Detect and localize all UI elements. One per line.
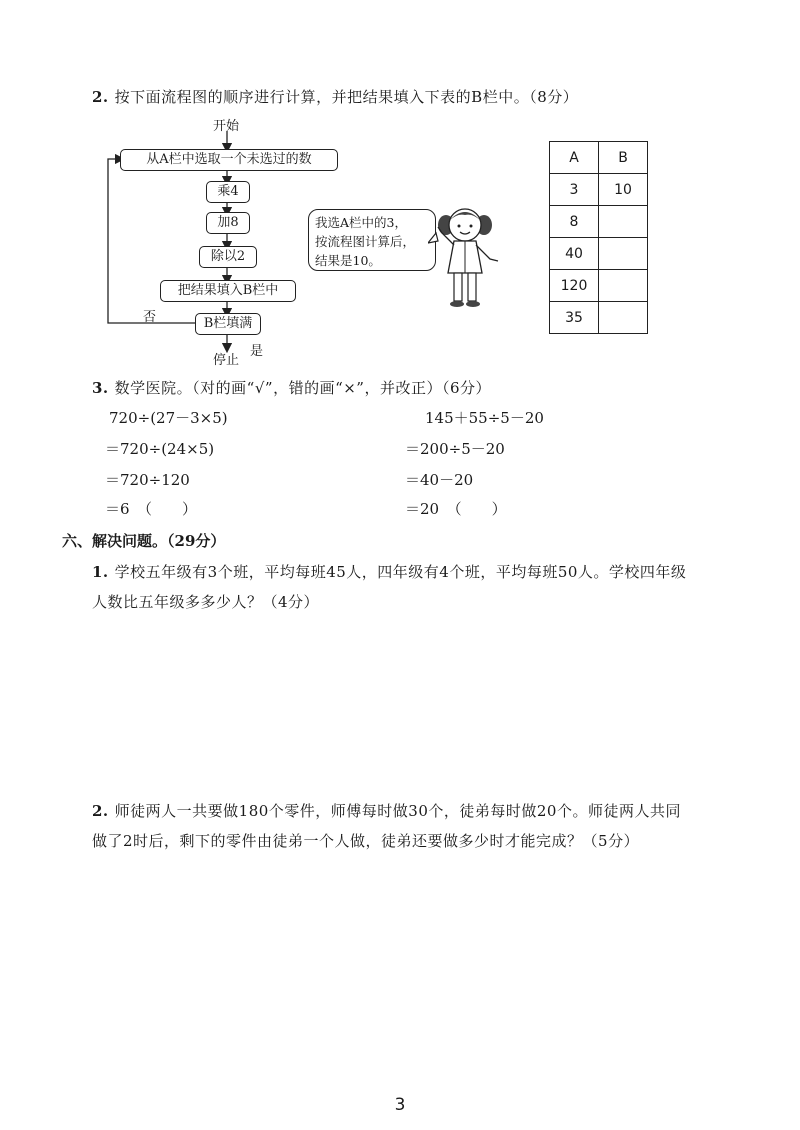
left-expr-line-1: 720÷(27－3×5)	[109, 409, 228, 427]
girl-illustration	[428, 203, 508, 313]
left-expr-line-3: ＝720÷120	[105, 471, 190, 489]
table-header-row	[550, 142, 648, 174]
problem-1-text-1: 学校五年级有3个班，平均每班45人，四年级有4个班，平均每班50人。学校四年级	[114, 563, 687, 581]
question-3-number: 3.	[92, 379, 109, 397]
right-expr-line-1: 145＋55÷5－20	[425, 409, 544, 427]
flowchart-step-add: 加8	[206, 212, 250, 234]
right-expr-line-4[interactable]: ＝20 （ ）	[405, 500, 507, 518]
problem-1-line-1	[92, 561, 686, 582]
table-cell-b[interactable]	[599, 238, 648, 270]
question-3	[92, 377, 491, 398]
table-row	[550, 270, 648, 302]
table-row	[550, 302, 648, 334]
speech-line-3: 结果是10。	[315, 253, 381, 268]
problem-1-line-2: 人数比五年级多多少人？（4分）	[92, 593, 320, 611]
problem-2-text-1: 师徒两人一共要做180个零件，师傅每时做30个，徒弟每时做20个。师徒两人共同	[114, 802, 681, 820]
speech-line-2: 按流程图计算后，	[315, 234, 416, 249]
flowchart-end: 停止	[213, 353, 240, 368]
speech-line-1: 我选A栏中的3，	[315, 215, 407, 230]
right-expr-line-3: ＝40－20	[405, 471, 474, 489]
table-header-b: B	[599, 142, 648, 174]
table-row	[550, 238, 648, 270]
flowchart-step-fill: 把结果填入B栏中	[160, 280, 296, 302]
table-cell-a: 40	[550, 238, 599, 270]
table-header-a: A	[550, 142, 599, 174]
section-6-title: 六、解决问题。（29分）	[62, 532, 226, 550]
ab-table	[549, 141, 648, 334]
flowchart-start: 开始	[213, 119, 240, 134]
table-cell-b[interactable]	[599, 206, 648, 238]
flowchart-step-multiply: 乘4	[206, 181, 250, 203]
table-row	[550, 174, 648, 206]
table-cell-a: 3	[550, 174, 599, 206]
flowchart-step-divide: 除以2	[199, 246, 257, 268]
speech-bubble	[308, 209, 436, 271]
flowchart-connectors	[0, 0, 560, 370]
question-2-number: 2.	[92, 88, 109, 106]
table-cell-a: 8	[550, 206, 599, 238]
right-expr-line-2: ＝200÷5－20	[405, 440, 505, 458]
problem-2-line-1	[92, 800, 681, 821]
flowchart-step-select: 从A栏中选取一个未选过的数	[120, 149, 338, 171]
flowchart-decision: B栏填满	[195, 313, 261, 335]
table-cell-a: 120	[550, 270, 599, 302]
left-expr-line-4[interactable]: ＝6 （ ）	[105, 500, 198, 518]
problem-1-number: 1.	[92, 563, 109, 581]
left-expr-line-2: ＝720÷(24×5)	[105, 440, 215, 458]
table-cell-b[interactable]	[599, 270, 648, 302]
table-cell-b[interactable]: 10	[599, 174, 648, 206]
problem-2-number: 2.	[92, 802, 109, 820]
question-3-text: 数学医院。（对的画“√”，错的画“×”，并改正）（6分）	[114, 379, 492, 397]
question-2-text: 按下面流程图的顺序进行计算，并把结果填入下表的B栏中。（8分）	[114, 88, 579, 106]
table-row	[550, 206, 648, 238]
problem-2-line-2: 做了2时后，剩下的零件由徒弟一个人做，徒弟还要做多少时才能完成？（5分）	[92, 832, 640, 850]
table-cell-b[interactable]	[599, 302, 648, 334]
page-number: 3	[394, 1095, 406, 1115]
flowchart-no-label: 否	[143, 310, 157, 325]
table-cell-a: 35	[550, 302, 599, 334]
flowchart-yes-label: 是	[250, 344, 264, 359]
